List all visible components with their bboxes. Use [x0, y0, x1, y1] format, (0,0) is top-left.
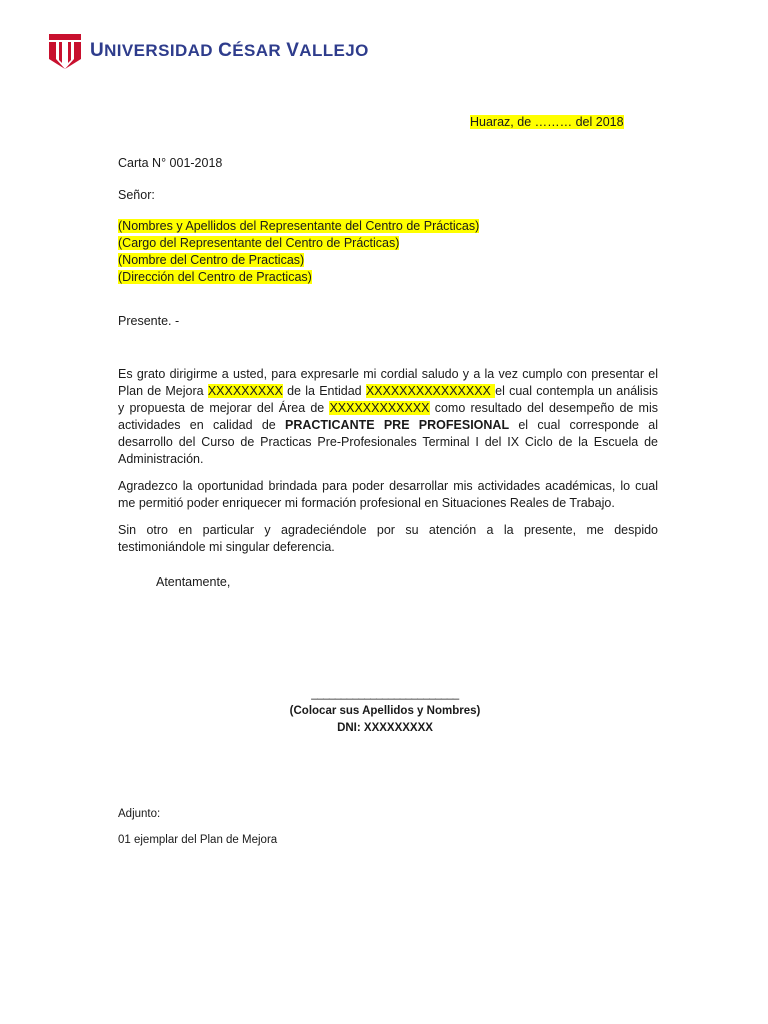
addressee-line: (Dirección del Centro de Practicas): [118, 270, 312, 284]
attachment-label: Adjunto:: [118, 808, 161, 820]
closing: Atentamente,: [156, 575, 231, 589]
addressee-line: (Cargo del Representante del Centro de Prácticas): [118, 236, 400, 250]
signature-dni: DNI: XXXXXXXXX: [337, 722, 433, 734]
ucv-shield-icon: [48, 32, 82, 70]
paragraph-1: Es grato dirigirme a usted, para expresarle mi cordial saludo y a la vez cumplo con presentar el Plan de Mejora XXXXXXXXX de la Entidad XXXXXXXXXXXXXXX el cual contempla un análisis y propuesta de mejorar del Área de XXXXXXXXXXXX como resultado del desempeño de mis actividades en calidad de PRACTICANTE PRE PROFESIONAL el cual corresponde al desarrollo del Curso de Practicas Pre-Profesionales Terminal I del IX Ciclo de la Escuela de Administración.: [118, 367, 659, 466]
letter-number: Carta N° 001-2018: [118, 156, 223, 170]
addressee-line: (Nombres y Apellidos del Representante del Centro de Prácticas): [118, 219, 480, 233]
signature-block: [270, 686, 500, 737]
attachment-item: 01 ejemplar del Plan de Mejora: [118, 834, 278, 846]
date-line: Huaraz, de ……… del 2018: [470, 115, 624, 129]
addressee-line: (Nombre del Centro de Practicas): [118, 253, 305, 267]
salutation: Señor:: [118, 188, 155, 202]
signature-line: _________________________: [311, 688, 459, 700]
paragraph-3: Sin otro en particular y agradeciéndole por su atención a la presente, me despido testimoniándole mi singular deferencia.: [118, 523, 658, 554]
letter-body: [118, 366, 658, 566]
university-name: UNIVERSIDAD CÉSAR VALLEJO: [90, 40, 369, 61]
presente: Presente. -: [118, 314, 180, 328]
paragraph-2: Agradezco la oportunidad brindada para poder desarrollar mis actividades académicas, lo cual me permitió poder enriquecer mi formación profesional en Situaciones Reales de Trabajo.: [118, 479, 658, 510]
university-logo: [48, 32, 369, 70]
signature-name: (Colocar sus Apellidos y Nombres): [289, 705, 481, 717]
addressee-block: [118, 218, 479, 286]
